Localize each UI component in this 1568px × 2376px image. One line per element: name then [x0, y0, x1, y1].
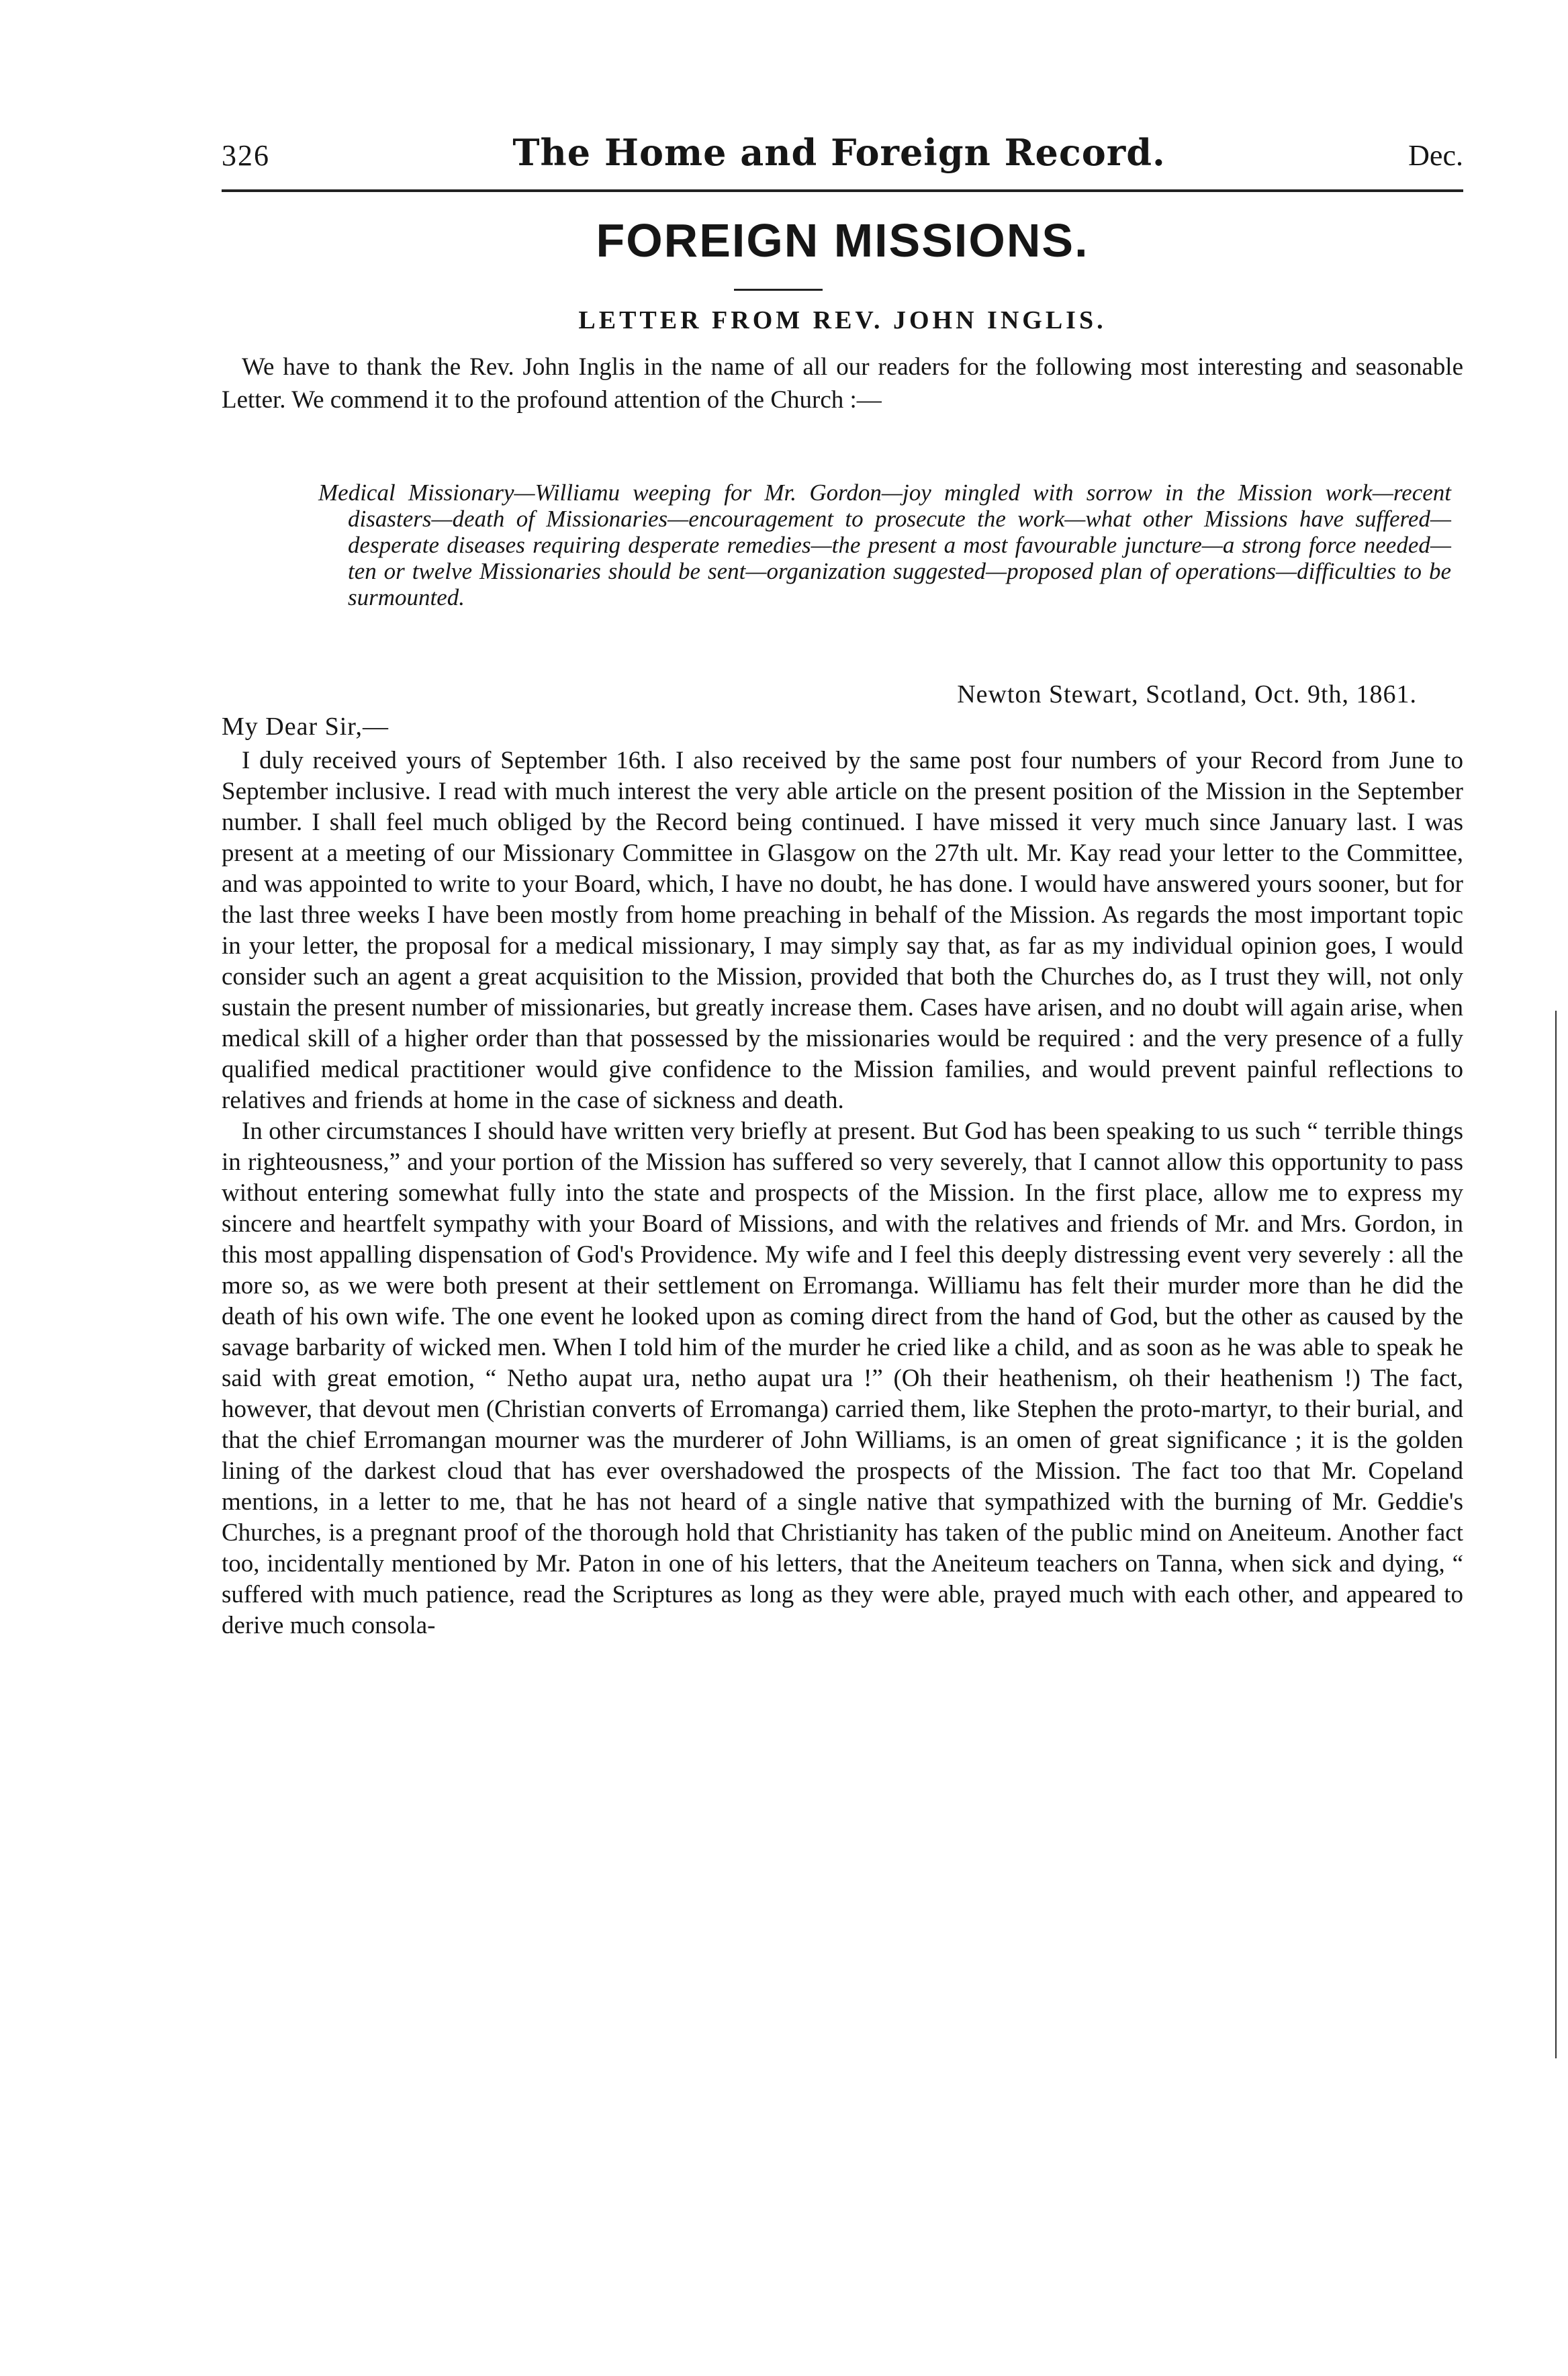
letter-synopsis: Medical Missionary—Williamu weeping for Mr. Gordon—joy mingled with sorrow in the Mission work—recent disasters—death of Missionaries—encouragement to prosecute the work—what other Missions have suffered—desperate diseases requiring desperate remedies—the present a most favourable juncture—a strong force needed—ten or twelve Missionaries should be sent—organization suggested—proposed plan of operations—difficulties to be surmounted. [318, 479, 1451, 610]
header-rule [222, 189, 1463, 192]
section-title: FOREIGN MISSIONS. [596, 214, 1089, 267]
page-edge-line [1555, 1011, 1557, 2058]
body-paragraph: In other circumstances I should have written very briefly at present. But God has been speaking to us such “ terrible things in righteousness,” and your portion of the Mission has suffered so very severely, that I cannot allow this opportunity to pass without entering somewhat fully into the state and prospects of the Mission. In the first place, allow me to express my sincere and heartfelt sympathy with your Board of Missions, and with the relatives and friends of Mr. and Mrs. Gordon, in this most appalling dispensation of God's Providence. My wife and I feel this deeply distressing event very severely : all the more so, as we were both present at their settlement on Erromanga. Williamu has felt their murder more than he did the death of his own wife. The one event he looked upon as coming direct from the hand of God, but the other as caused by the savage barbarity of wicked men. When I told him of the murder he cried like a child, and as soon as he was able to speak he said with great emotion, “ Netho aupat ura, netho aupat ura !” (Oh their heathenism, oh their heathenism !) The fact, however, that devout men (Christian converts of Erromanga) carried them, like Stephen the proto-martyr, to their burial, and that the chief Erromangan mourner was the murderer of John Williams, is an omen of great significance ; it is the golden lining of the darkest cloud that has ever overshadowed the prospects of the Mission. The fact too that Mr. Copeland mentions, in a letter to me, that he has not heard of a single native that sympathized with the burning of Mr. Geddie's Churches, is a pregnant proof of the thorough hold that Christianity has taken of the public mind on Aneiteum. Another fact too, incidentally mentioned by Mr. Paton in one of his letters, that the Aneiteum teachers on Tanna, when sick and dying, “ suffered with much patience, read the Scriptures as long as they were able, prayed much with each other, and appeared to derive much consola- [222, 1117, 1463, 1639]
running-title: The Home and Foreign Record. [512, 131, 1166, 174]
letter-salutation: My Dear Sir,— [222, 713, 389, 741]
intro-paragraph: We have to thank the Rev. John Inglis in the name of all our readers for the following most interesting and seasonable Letter. We commend it to the profound attention of the Church :— [222, 353, 1463, 414]
page-number: 326 [222, 139, 270, 172]
body-paragraph: I duly received yours of September 16th. I also received by the same post four numbers of your Record from June to September inclusive. I read with much interest the very able article on the present position of the Mission in the September number. I shall feel much obliged by the Record being continued. I have missed it very much since January last. I was present at a meeting of our Missionary Committee in Glasgow on the 27th ult. Mr. Kay read your letter to the Committee, and was appointed to write to your Board, which, I have no doubt, he has done. I would have answered yours sooner, but for the last three weeks I have been mostly from home preaching in behalf of the Mission. As regards the most important topic in your letter, the proposal for a medical missionary, I may simply say that, as far as my individual opinion goes, I would consider such an agent a great acquisition to the Mission, provided that both the Churches do, as I trust they will, not only sustain the present number of missionaries, but greatly increase them. Cases have arisen, and no doubt will again arise, when medical skill of a higher order than that possessed by the missionaries would be required : and the very presence of a fully qualified medical practitioner would give confidence to the Mission families, and would prevent painful reflections to relatives and friends at home in the case of sickness and death. [222, 747, 1463, 1114]
letter-body [222, 745, 1463, 1641]
title-divider [734, 289, 823, 291]
running-head [222, 131, 1463, 178]
letter-title: LETTER FROM REV. JOHN INGLIS. [578, 306, 1107, 334]
letter-dateline: Newton Stewart, Scotland, Oct. 9th, 1861. [957, 680, 1417, 709]
issue-month: Dec. [1408, 139, 1463, 172]
